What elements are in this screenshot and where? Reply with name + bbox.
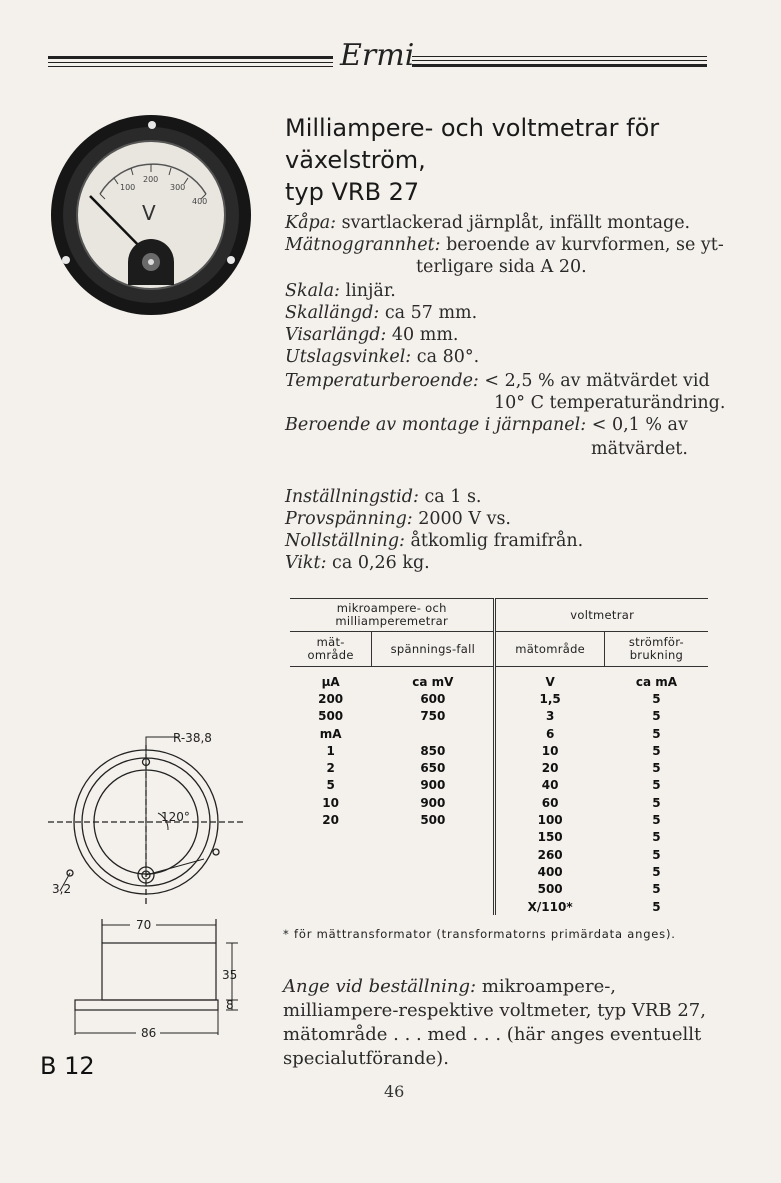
- cell-spanningsfall: [372, 846, 495, 863]
- cell-matomrade: 10: [322, 795, 339, 810]
- total-width-86-label: 86: [141, 1026, 157, 1040]
- spec-montage-cont: mätvärdet.: [591, 439, 688, 459]
- cell-matomrade: [290, 898, 372, 915]
- order-note: Ange vid beställning: mikroampere-, milliampere-respektive voltmeter, typ VRB 27, mätområde . . . med . . . (här anges eventuellt specialutförande).: [283, 976, 706, 1069]
- cell-voltmatomrade: 40: [541, 778, 559, 793]
- width-70-label: 70: [136, 918, 152, 932]
- spec-visarlangd: Visarlängd: 40 mm.: [285, 325, 459, 345]
- page-id: B 12: [40, 1052, 95, 1080]
- table-footnote: * för mättransformator (transformatorns primärdata anges).: [283, 927, 676, 941]
- cell-matomrade: µA: [321, 674, 340, 689]
- col-header-voltmatomrade: mätområde: [495, 632, 604, 667]
- cell-matomrade: 500: [318, 709, 344, 724]
- cell-spanningsfall: [372, 725, 495, 742]
- meter-photo: [48, 112, 254, 318]
- meter-tick-300: 300: [170, 183, 186, 192]
- cell-voltmatomrade: 6: [545, 726, 555, 741]
- table-row: [290, 846, 708, 863]
- spec-matnoggrannhet: Mätnoggrannhet: beroende av kurvformen, se yt-: [285, 235, 724, 255]
- cell-voltmatomrade: 3: [545, 709, 555, 724]
- title-line-1: Milliampere- och voltmetrar för växelström,: [285, 114, 660, 174]
- cell-spanningsfall: 900: [372, 777, 495, 794]
- table-row: [290, 759, 708, 776]
- cell-spanningsfall: [372, 881, 495, 898]
- cell-voltmatomrade: 150: [537, 830, 563, 845]
- spec-kapa: Kåpa: svartlackerad järnplåt, infällt montage.: [285, 213, 691, 233]
- header-rule-left: [48, 56, 333, 59]
- spec-vikt: Vikt: ca 0,26 kg.: [285, 553, 430, 573]
- spec-matnoggrannhet-cont: terligare sida A 20.: [416, 257, 587, 277]
- table-body: [290, 667, 708, 916]
- table-row: [290, 690, 708, 707]
- cell-stromforbrukning: ca mA: [635, 674, 678, 689]
- meter-tick-200: 200: [143, 175, 159, 184]
- cell-stromforbrukning: 5: [652, 795, 661, 810]
- cell-spanningsfall: 650: [372, 759, 495, 776]
- table-row: [290, 811, 708, 828]
- table-row: [290, 667, 708, 691]
- cell-spanningsfall: [372, 863, 495, 880]
- table-row: [290, 794, 708, 811]
- cell-stromforbrukning: 5: [652, 726, 661, 741]
- col-header-matomrade: mät-område: [290, 632, 372, 667]
- cell-spanningsfall: 500: [372, 811, 495, 828]
- cell-matomrade: 20: [322, 813, 339, 828]
- cell-spanningsfall: 850: [372, 742, 495, 759]
- header-rule-right: [412, 56, 707, 57]
- cell-matomrade: [290, 881, 372, 898]
- header-rule-right-thick: [412, 64, 707, 67]
- cell-matomrade: [290, 829, 372, 846]
- height-35-label: 35: [222, 968, 238, 982]
- table-group-right: voltmetrar: [495, 599, 708, 632]
- cell-voltmatomrade: 1,5: [539, 691, 561, 706]
- page-number: 46: [384, 1082, 405, 1101]
- cell-stromforbrukning: 5: [652, 709, 661, 724]
- spec-temperaturberoende: Temperaturberoende: < 2,5 % av mätvärdet vid: [285, 371, 710, 391]
- cell-matomrade: 1: [326, 743, 335, 758]
- table-row: [290, 829, 708, 846]
- cell-matomrade: [290, 846, 372, 863]
- cell-spanningsfall: 600: [372, 690, 495, 707]
- spec-installningstid: Inställningstid: ca 1 s.: [285, 487, 482, 507]
- meter-tick-100: 100: [120, 183, 136, 192]
- cell-spanningsfall: ca mV: [372, 667, 495, 691]
- meter-tick-400: 400: [192, 197, 208, 206]
- cell-stromforbrukning: 5: [652, 761, 661, 776]
- col-header-spanningsfall: spännings-fall: [372, 632, 495, 667]
- header-rule-right-thin: [412, 60, 707, 61]
- header-rule-left-thin2: [48, 66, 333, 67]
- cell-stromforbrukning: 5: [652, 691, 661, 706]
- hole-label: 3,2: [52, 882, 72, 896]
- flange-8-label: 8: [226, 998, 234, 1012]
- col-header-stromforbrukning: strömför-brukning: [628, 635, 684, 662]
- angle-label: 120°: [161, 810, 190, 824]
- cell-stromforbrukning: 5: [652, 830, 661, 845]
- dimension-drawing: [48, 715, 248, 1055]
- cell-matomrade: [290, 863, 372, 880]
- meter-range-table: [290, 598, 708, 915]
- cell-voltmatomrade: 500: [537, 882, 563, 897]
- cell-spanningsfall: [372, 829, 495, 846]
- title-line-2: typ VRB 27: [285, 178, 420, 206]
- cell-matomrade: mA: [319, 726, 342, 741]
- cell-stromforbrukning: 5: [652, 778, 661, 793]
- header-rule-left-thin: [48, 62, 333, 63]
- cell-voltmatomrade: 100: [537, 813, 563, 828]
- cell-voltmatomrade: V: [545, 674, 555, 689]
- table-column-header-row: [290, 632, 708, 667]
- table-row: [290, 898, 708, 915]
- spec-montage: Beroende av montage i järnpanel: < 0,1 % av: [285, 415, 688, 435]
- spec-provspanning: Provspänning: 2000 V vs.: [285, 509, 511, 529]
- table-row: [290, 863, 708, 880]
- brand-logo: Ermi: [340, 38, 415, 73]
- cell-stromforbrukning: 5: [652, 743, 661, 758]
- cell-voltmatomrade: 60: [541, 795, 559, 810]
- cell-matomrade: 200: [318, 691, 344, 706]
- cell-stromforbrukning: 5: [652, 899, 661, 914]
- spec-skala: Skala: linjär.: [285, 281, 396, 301]
- cell-voltmatomrade: 260: [537, 847, 563, 862]
- radius-label: R-38,8: [173, 731, 212, 745]
- table-group-left: mikroampere- och milliamperemetrar: [290, 599, 495, 632]
- table-group-header-row: [290, 599, 708, 632]
- page-title: [285, 112, 755, 208]
- table-row: [290, 708, 708, 725]
- table-row: [290, 742, 708, 759]
- cell-spanningsfall: 900: [372, 794, 495, 811]
- spec-utslagsvinkel: Utslagsvinkel: ca 80°.: [285, 347, 480, 367]
- cell-stromforbrukning: 5: [652, 864, 661, 879]
- cell-voltmatomrade: 400: [537, 864, 563, 879]
- cell-voltmatomrade: X/110*: [527, 899, 573, 914]
- cell-spanningsfall: [372, 898, 495, 915]
- table-row: [290, 881, 708, 898]
- cell-stromforbrukning: 5: [652, 813, 661, 828]
- spec-nollstallning: Nollställning: åtkomlig framifrån.: [285, 531, 584, 551]
- cell-matomrade: 5: [326, 778, 335, 793]
- spec-temperaturberoende-cont: 10° C temperaturändring.: [494, 393, 726, 413]
- table-row: [290, 777, 708, 794]
- cell-stromforbrukning: 5: [652, 882, 661, 897]
- table-row: [290, 725, 708, 742]
- cell-voltmatomrade: 20: [541, 761, 559, 776]
- cell-matomrade: 2: [326, 761, 335, 776]
- meter-scale-label: V: [142, 201, 156, 225]
- spec-skallangd: Skallängd: ca 57 mm.: [285, 303, 478, 323]
- cell-voltmatomrade: 10: [541, 743, 559, 758]
- cell-stromforbrukning: 5: [652, 847, 661, 862]
- cell-spanningsfall: 750: [372, 708, 495, 725]
